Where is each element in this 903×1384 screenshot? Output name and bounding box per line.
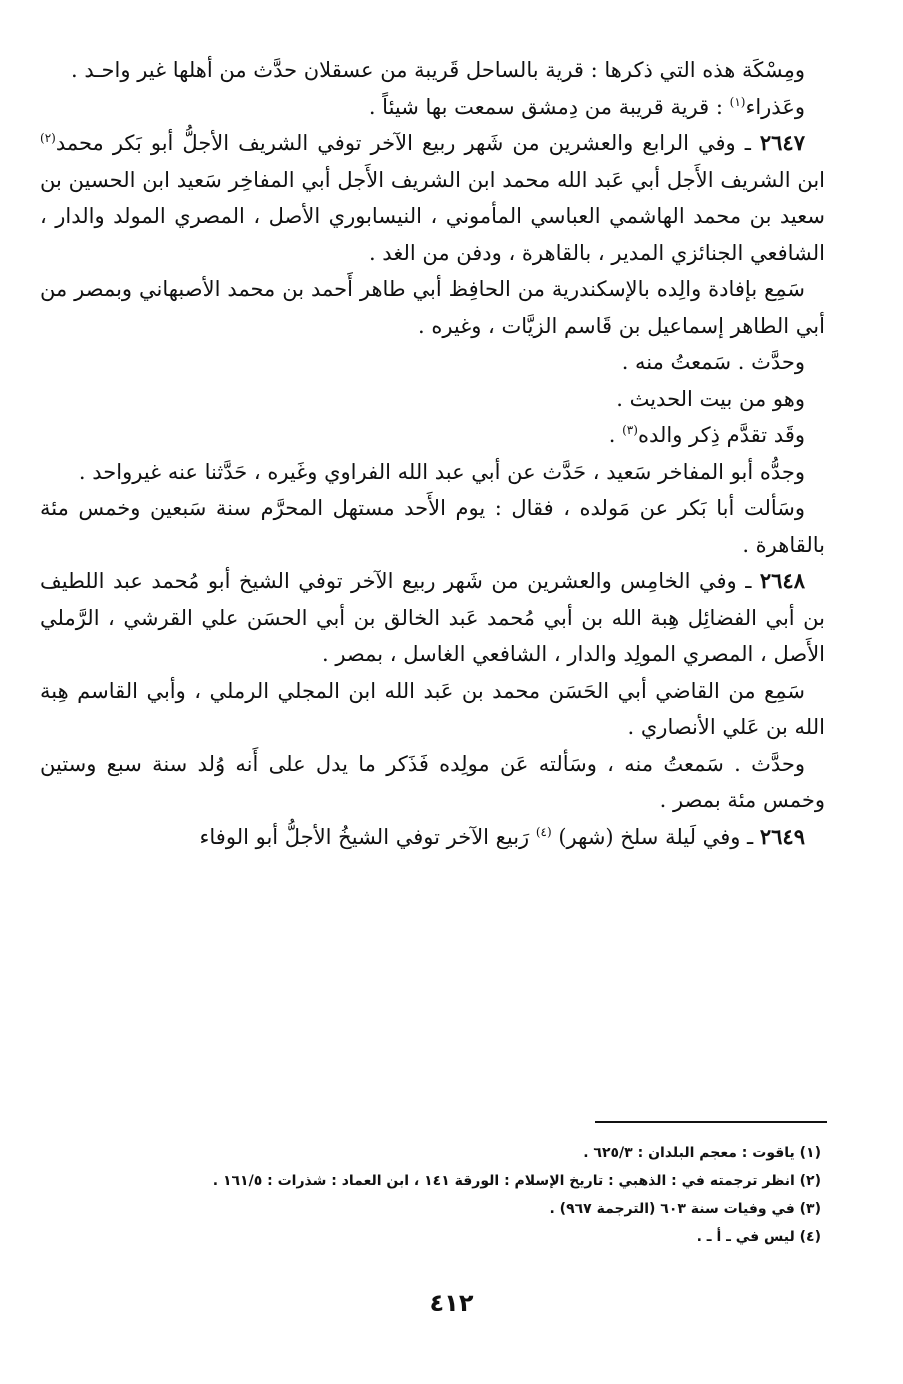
- entry-2647-text-a: ـ وفي الرابع والعشرين من شَهر ربيع الآخر توفي الشريف الأجلُّ أبو بَكر محمد: [55, 131, 760, 155]
- paragraph-hadath-2-text: وحدَّث . سَمعتُ منه ، وسَألته عَن مولِده فَذَكر ما يدل على أَنه وُلد سنة سبع وستين وخمس مئة بمصر .: [40, 751, 825, 812]
- entry-2647-text-b: ابن الشريف الأَجل أبي عَبد الله محمد ابن الشريف الأَجل أبي المفاخِر سَعيد ابن الحسين بن سعيد بن محمد الهاشمي العباسي المأموني ، النيسابوري الأصل ، المصري المولد والدار ، الشافعي الجنائزي المدير ، بالقاهرة ، ودفن من الغد .: [40, 167, 825, 265]
- paragraph-sami-1-text: سَمِع بإفادة والِده بالإسكندرية من الحافِظ أبي طاهر أَحمد بن محمد الأصبهاني وبمصر من أبي الطاهر إسماعيل بن قَاسم الزيَّات ، وغيره .: [40, 277, 825, 338]
- entry-2649-text-a: ـ وفي لَيلة سلخ (شهر): [551, 824, 760, 849]
- footnote-2: (٢) انظر ترجمته في : الذهبي : تاريخ الإسلام : الورقة ١٤١ ، ابن العماد : شذرات : ١٦١/٥ .: [212, 1173, 821, 1189]
- paragraph-bayt: [40, 381, 825, 418]
- footnote-ref-4[interactable]: (٤): [535, 824, 552, 839]
- footnote-ref-1[interactable]: (١): [729, 94, 746, 109]
- footnote-3: (٣) في وفيات سنة ٦٠٣ (الترجمة ٩٦٧) .: [549, 1201, 821, 1217]
- paragraph-adhra: [40, 89, 825, 126]
- paragraph-saaltu-text: وسَألت أبا بَكر عن مَولده ، فقال : يوم الأَحد مستهل المحرَّم سنة سَبعين وخمس مئة بالقاهرة .: [40, 496, 825, 557]
- footnote-1: (١) ياقوت : معجم البلدان : ٦٢٥/٣ .: [583, 1145, 821, 1161]
- page-number: ٤١٢: [429, 1289, 474, 1317]
- entry-2649: [40, 819, 825, 856]
- paragraph-sami-2-text: سَمِع من القاضي أبي الحَسَن محمد بن عَبد الله ابن المجلي الرملي ، وأبي القاسم هِبة الله بن عَلي الأنصاري .: [40, 678, 825, 739]
- paragraph-taqaddam: [40, 417, 825, 454]
- paragraph-adhra-rest: : قرية قريبة من دِمشق سمعت بها شيئاً .: [368, 94, 730, 119]
- paragraph-adhra-text: وعَذراء: [745, 94, 805, 119]
- entry-number-2647: ٢٦٤٧: [759, 130, 805, 155]
- entry-number-2649: ٢٦٤٩: [759, 823, 805, 849]
- paragraph-miska-text: ومِسْكَة هذه التي ذكرها : قرية بالساحل قَريبة من عسقلان حدَّث من أهلها غير واحـد .: [71, 58, 805, 82]
- paragraph-sami-1: [40, 271, 825, 344]
- paragraph-taqaddam-end: .: [608, 423, 623, 447]
- paragraph-bayt-text: وهو من بيت الحديث .: [616, 386, 805, 411]
- paragraph-hadath-1: [40, 344, 825, 381]
- entry-2647: [40, 125, 825, 271]
- footnote-ref-2[interactable]: (٢): [40, 131, 56, 145]
- main-text-block: [40, 52, 825, 855]
- footnote-4: (٤) ليس في ـ أ ـ .: [696, 1229, 821, 1245]
- paragraph-hadath-2: [40, 746, 825, 819]
- paragraph-miska: [40, 52, 825, 89]
- paragraph-saaltu: [40, 490, 825, 563]
- paragraph-taqaddam-text: وقَد تقدَّم ذِكر والده: [637, 423, 805, 447]
- paragraph-jadduh-text: وجدُّه أبو المفاخر سَعيد ، حَدَّث عن أبي عبد الله الفراوي وغَيره ، حَدَّثنا عنه غيرواحد .: [78, 459, 805, 484]
- entry-2649-text-b: رَبيع الآخر توفي الشيخُ الأجلُّ أبو الوفاء: [199, 824, 536, 849]
- paragraph-jadduh: [40, 454, 825, 491]
- footnote-ref-3[interactable]: (٣): [622, 423, 638, 437]
- entry-number-2648: ٢٦٤٨: [759, 568, 805, 593]
- entry-2648: [40, 563, 825, 673]
- footnote-divider: [595, 1121, 827, 1123]
- paragraph-hadath-1-text: وحدَّث . سَمعتُ منه .: [621, 350, 805, 374]
- footnotes-block: [60, 1139, 821, 1251]
- paragraph-sami-2: [40, 673, 825, 746]
- entry-2648-text: ـ وفي الخامِس والعشرين من شَهر ربيع الآخر توفي الشيخ أبو مُحمد عبد اللطيف بن أبي الفضائِل هِبة الله بن أبي مُحمد عَبد الخالق بن أبي الحسَن علي القرشي ، الرَّملي الأَصل ، المصري المولِد والدار ، الشافعي الغاسل ، بمصر .: [40, 569, 825, 666]
